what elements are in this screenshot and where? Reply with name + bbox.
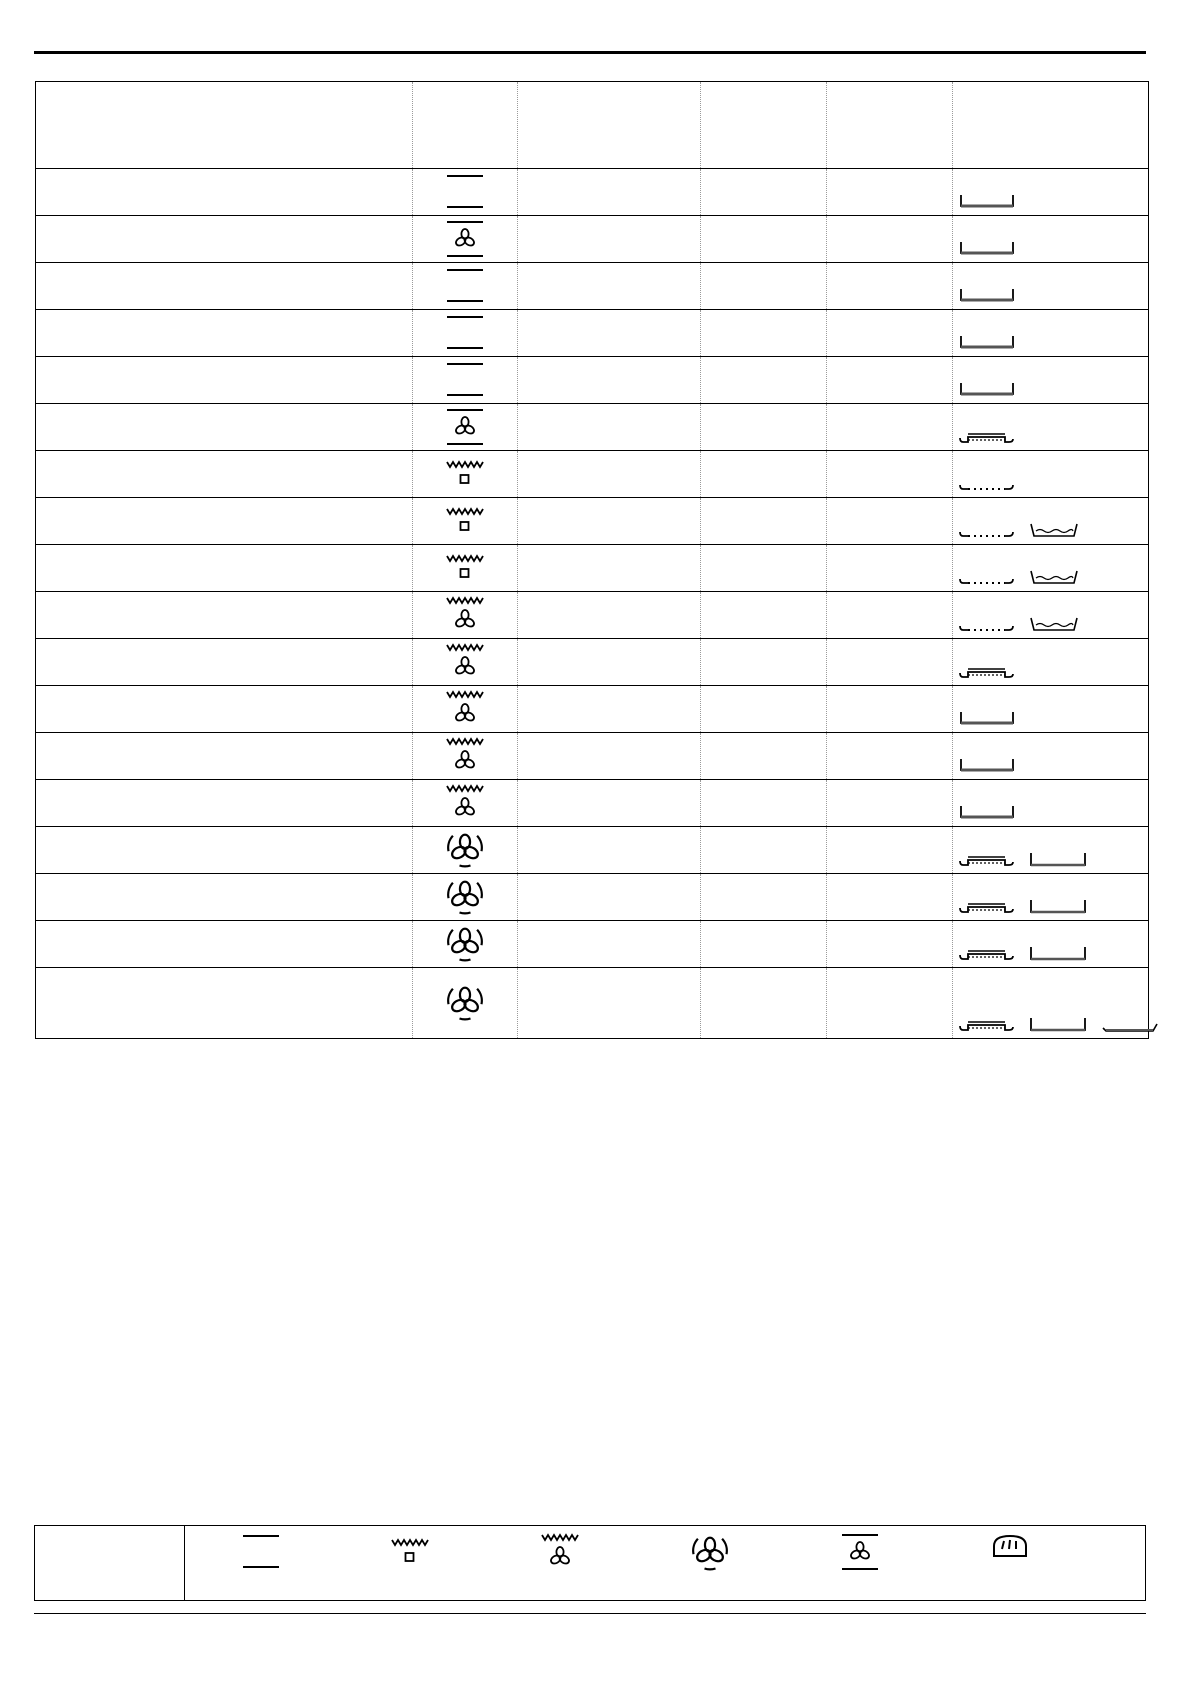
level-cell xyxy=(701,592,827,639)
temperature-cell xyxy=(827,357,953,404)
level-cell xyxy=(701,733,827,780)
table-row xyxy=(36,357,1149,404)
wire-shelf-icon xyxy=(959,524,1015,538)
grill-rack-icon xyxy=(959,900,1015,914)
hot-air-fan-icon xyxy=(413,980,517,1024)
level-cell xyxy=(701,498,827,545)
weight-cell xyxy=(518,310,701,357)
mode-cell xyxy=(413,686,518,733)
cooking-table xyxy=(35,81,1149,1039)
grill-fan-icon xyxy=(413,689,517,729)
top-bottom-fan-icon xyxy=(413,407,517,447)
weight-cell xyxy=(518,592,701,639)
table-row xyxy=(36,592,1149,639)
accessories-cell xyxy=(953,874,1149,921)
mode-cell xyxy=(413,874,518,921)
level-cell xyxy=(701,780,827,827)
top-rule xyxy=(34,51,1146,54)
flat-tray-icon xyxy=(1101,1020,1159,1032)
accessories-cell xyxy=(953,968,1149,1039)
grill-icon xyxy=(413,548,517,588)
mode-cell xyxy=(413,169,518,216)
level-cell xyxy=(701,686,827,733)
table-row xyxy=(36,169,1149,216)
mode-cell xyxy=(413,404,518,451)
wire-shelf-icon xyxy=(959,477,1015,491)
mode-cell xyxy=(413,451,518,498)
grill-rack-icon xyxy=(959,665,1015,679)
legend-table xyxy=(34,1525,1146,1601)
header-cell-dish xyxy=(36,82,413,169)
temperature-cell xyxy=(827,874,953,921)
top-bottom-heat-icon xyxy=(413,266,517,306)
temperature-cell xyxy=(827,498,953,545)
header-cell-level xyxy=(701,82,827,169)
baking-tray-icon xyxy=(959,804,1015,820)
mode-cell xyxy=(413,592,518,639)
grill-icon xyxy=(413,501,517,541)
deep-tray-icon xyxy=(1029,898,1087,914)
accessories-cell xyxy=(953,545,1149,592)
weight-cell xyxy=(518,404,701,451)
grill-fan-icon xyxy=(540,1532,580,1572)
weight-cell xyxy=(518,733,701,780)
top-bottom-fan-icon xyxy=(840,1532,880,1572)
table-row xyxy=(36,686,1149,733)
grill-rack-icon xyxy=(959,947,1015,961)
accessories-cell xyxy=(953,357,1149,404)
temperature-cell xyxy=(827,968,953,1039)
top-bottom-heat-icon xyxy=(413,360,517,400)
weight-cell xyxy=(518,639,701,686)
wire-shelf-icon xyxy=(959,571,1015,585)
grill-fan-icon xyxy=(413,642,517,682)
level-cell xyxy=(701,827,827,874)
grill-fan-icon xyxy=(413,736,517,776)
temperature-cell xyxy=(827,921,953,968)
mode-cell xyxy=(413,827,518,874)
level-cell xyxy=(701,169,827,216)
temperature-cell xyxy=(827,639,953,686)
mode-cell xyxy=(413,545,518,592)
grill-icon xyxy=(390,1532,430,1572)
header-cell-temperature xyxy=(827,82,953,169)
drip-pan-icon xyxy=(1029,616,1079,632)
hot-air-fan-icon xyxy=(413,874,517,918)
header-cell-accessories xyxy=(953,82,1149,169)
hot-air-fan-icon xyxy=(413,921,517,965)
dish-cell xyxy=(36,404,413,451)
weight-cell xyxy=(518,498,701,545)
dish-cell xyxy=(36,310,413,357)
accessories-cell xyxy=(953,733,1149,780)
deep-tray-icon xyxy=(1029,945,1087,961)
accessories-cell xyxy=(953,592,1149,639)
bread-icon xyxy=(990,1532,1030,1562)
legend-label-cell xyxy=(35,1526,185,1601)
weight-cell xyxy=(518,686,701,733)
accessories-cell xyxy=(953,780,1149,827)
top-bottom-heat-icon xyxy=(241,1532,281,1572)
accessories-cell xyxy=(953,686,1149,733)
dish-cell xyxy=(36,921,413,968)
accessories-cell xyxy=(953,169,1149,216)
baking-tray-icon xyxy=(959,193,1015,209)
dish-cell xyxy=(36,874,413,921)
table-row xyxy=(36,404,1149,451)
table-row xyxy=(36,639,1149,686)
wire-shelf-icon xyxy=(959,618,1015,632)
table-header-row xyxy=(36,82,1149,169)
baking-tray-icon xyxy=(959,287,1015,303)
level-cell xyxy=(701,545,827,592)
baking-tray-icon xyxy=(959,757,1015,773)
accessories-cell xyxy=(953,263,1149,310)
table-row xyxy=(36,310,1149,357)
temperature-cell xyxy=(827,686,953,733)
legend-icons-cell xyxy=(185,1526,1146,1601)
temperature-cell xyxy=(827,780,953,827)
temperature-cell xyxy=(827,216,953,263)
dish-cell xyxy=(36,827,413,874)
table-row xyxy=(36,216,1149,263)
weight-cell xyxy=(518,874,701,921)
temperature-cell xyxy=(827,733,953,780)
temperature-cell xyxy=(827,827,953,874)
weight-cell xyxy=(518,263,701,310)
dish-cell xyxy=(36,733,413,780)
weight-cell xyxy=(518,827,701,874)
level-cell xyxy=(701,263,827,310)
table-row xyxy=(36,968,1149,1039)
accessories-cell xyxy=(953,451,1149,498)
bottom-rule xyxy=(34,1613,1146,1614)
dish-cell xyxy=(36,263,413,310)
weight-cell xyxy=(518,216,701,263)
level-cell xyxy=(701,874,827,921)
grill-rack-icon xyxy=(959,1018,1015,1032)
accessories-cell xyxy=(953,827,1149,874)
weight-cell xyxy=(518,357,701,404)
level-cell xyxy=(701,968,827,1039)
table-row xyxy=(36,921,1149,968)
dish-cell xyxy=(36,780,413,827)
level-cell xyxy=(701,639,827,686)
dish-cell xyxy=(36,639,413,686)
temperature-cell xyxy=(827,545,953,592)
deep-tray-icon xyxy=(1029,1016,1087,1032)
top-bottom-heat-icon xyxy=(413,313,517,353)
level-cell xyxy=(701,921,827,968)
baking-tray-icon xyxy=(959,240,1015,256)
temperature-cell xyxy=(827,404,953,451)
temperature-cell xyxy=(827,451,953,498)
level-cell xyxy=(701,451,827,498)
temperature-cell xyxy=(827,592,953,639)
baking-tray-icon xyxy=(959,334,1015,350)
mode-cell xyxy=(413,498,518,545)
mode-cell xyxy=(413,263,518,310)
dish-cell xyxy=(36,686,413,733)
level-cell xyxy=(701,310,827,357)
dish-cell xyxy=(36,545,413,592)
baking-tray-icon xyxy=(959,710,1015,726)
accessories-cell xyxy=(953,404,1149,451)
weight-cell xyxy=(518,921,701,968)
grill-fan-icon xyxy=(413,783,517,823)
table-row xyxy=(36,780,1149,827)
top-bottom-fan-icon xyxy=(413,219,517,259)
table-row xyxy=(36,874,1149,921)
mode-cell xyxy=(413,733,518,780)
temperature-cell xyxy=(827,263,953,310)
mode-cell xyxy=(413,639,518,686)
baking-tray-icon xyxy=(959,381,1015,397)
weight-cell xyxy=(518,451,701,498)
grill-rack-icon xyxy=(959,853,1015,867)
table-row xyxy=(36,545,1149,592)
dish-cell xyxy=(36,968,413,1039)
table-row xyxy=(36,263,1149,310)
weight-cell xyxy=(518,968,701,1039)
table-row xyxy=(36,451,1149,498)
level-cell xyxy=(701,357,827,404)
weight-cell xyxy=(518,169,701,216)
dish-cell xyxy=(36,357,413,404)
top-bottom-heat-icon xyxy=(413,172,517,212)
dish-cell xyxy=(36,216,413,263)
level-cell xyxy=(701,404,827,451)
table-row xyxy=(36,498,1149,545)
grill-rack-icon xyxy=(959,430,1015,444)
mode-cell xyxy=(413,216,518,263)
drip-pan-icon xyxy=(1029,569,1079,585)
header-cell-weight xyxy=(518,82,701,169)
dish-cell xyxy=(36,498,413,545)
hot-air-fan-icon xyxy=(413,827,517,871)
deep-tray-icon xyxy=(1029,851,1087,867)
drip-pan-icon xyxy=(1029,522,1079,538)
dish-cell xyxy=(36,451,413,498)
accessories-cell xyxy=(953,310,1149,357)
grill-fan-icon xyxy=(413,595,517,635)
legend-icons xyxy=(185,1526,1145,1600)
mode-cell xyxy=(413,357,518,404)
table-row xyxy=(36,733,1149,780)
weight-cell xyxy=(518,780,701,827)
accessories-cell xyxy=(953,639,1149,686)
accessories-cell xyxy=(953,921,1149,968)
table-row xyxy=(36,827,1149,874)
mode-cell xyxy=(413,921,518,968)
accessories-cell xyxy=(953,498,1149,545)
level-cell xyxy=(701,216,827,263)
temperature-cell xyxy=(827,169,953,216)
mode-cell xyxy=(413,310,518,357)
accessories-cell xyxy=(953,216,1149,263)
weight-cell xyxy=(518,545,701,592)
temperature-cell xyxy=(827,310,953,357)
dish-cell xyxy=(36,592,413,639)
grill-icon xyxy=(413,454,517,494)
header-cell-mode xyxy=(413,82,518,169)
hot-air-fan-icon xyxy=(690,1532,730,1574)
mode-cell xyxy=(413,780,518,827)
mode-cell xyxy=(413,968,518,1039)
dish-cell xyxy=(36,169,413,216)
